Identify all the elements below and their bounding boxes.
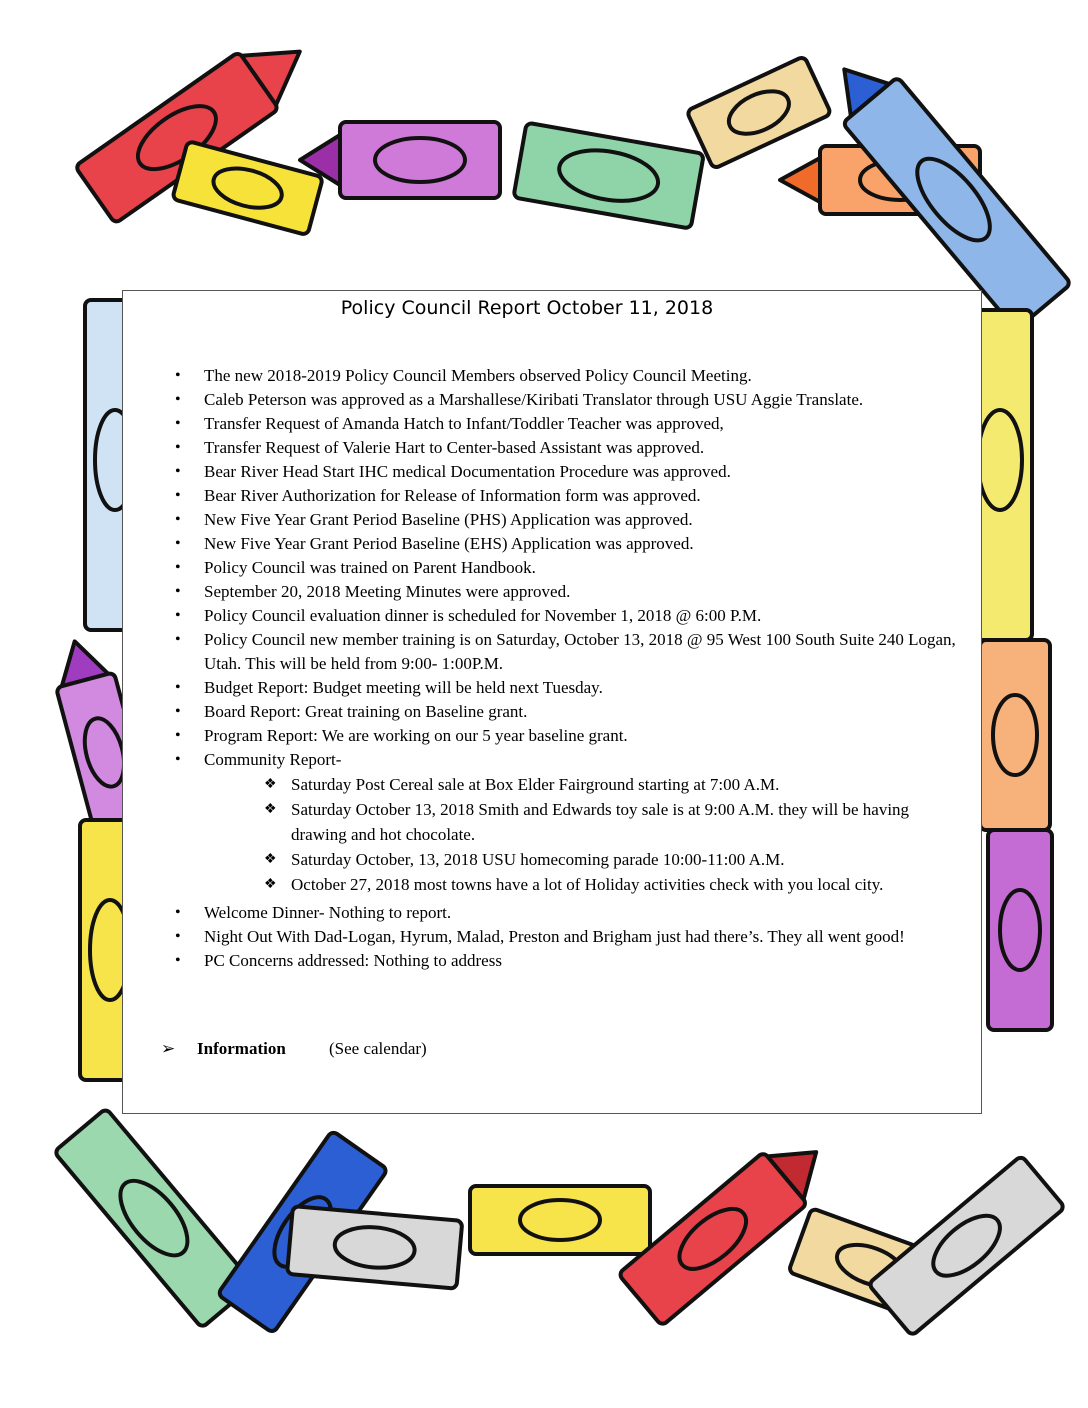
- crayon-purple2-icon: [988, 830, 1052, 1030]
- list-item: • September 20, 2018 Meeting Minutes were approved.: [177, 580, 963, 604]
- page-title: Policy Council Report October 11, 2018: [340, 297, 714, 319]
- list-item: • Caleb Peterson was approved as a Marshallese/Kiribati Translator through USU Aggie Translate.: [177, 388, 963, 412]
- list-item: • New Five Year Grant Period Baseline (EHS) Application was approved.: [177, 532, 963, 556]
- crayon-green-icon: [513, 123, 703, 229]
- list-item: • Policy Council evaluation dinner is scheduled for November 1, 2018 @ 6:00 P.M.: [177, 604, 963, 628]
- list-item: • Transfer Request of Valerie Hart to Center-based Assistant was approved.: [177, 436, 963, 460]
- list-item: • The new 2018-2019 Policy Council Members observed Policy Council Meeting.: [177, 364, 963, 388]
- crayon-yellow-icon: [172, 141, 323, 235]
- crayon-gray-icon: [287, 1206, 462, 1289]
- list-item: • Policy Council new member training is on Saturday, October 13, 2018 @ 95 West 100 South Suite 240 Logan, Utah. This will be held from 9:00- 1:00P.M.: [177, 628, 963, 676]
- list-item: • Welcome Dinner- Nothing to report.: [177, 901, 963, 925]
- sub-list-item: ❖ October 27, 2018 most towns have a lot of Holiday activities check with you local city.: [264, 872, 963, 897]
- report-panel: [122, 290, 982, 1114]
- list-item: • New Five Year Grant Period Baseline (PHS) Application was approved.: [177, 508, 963, 532]
- list-item: • Program Report: We are working on our 5 year baseline grant.: [177, 724, 963, 748]
- list-item: • Bear River Authorization for Release of Information form was approved.: [177, 484, 963, 508]
- list-item: • Board Report: Great training on Baseline grant.: [177, 700, 963, 724]
- information-line: [161, 1039, 427, 1059]
- report-list: [177, 364, 963, 973]
- arrow-icon: ➢: [161, 1039, 176, 1058]
- sub-list-item: ❖ Saturday October, 13, 2018 USU homecoming parade 10:00-11:00 A.M.: [264, 847, 963, 872]
- list-item: • Budget Report: Budget meeting will be held next Tuesday.: [177, 676, 963, 700]
- list-item: • PC Concerns addressed: Nothing to address: [177, 949, 963, 973]
- information-label: Information: [197, 1039, 286, 1058]
- sub-list-item: ❖ Saturday October 13, 2018 Smith and Edwards toy sale is at 9:00 A.M. they will be having drawing and hot chocolate.: [264, 797, 963, 847]
- list-item: • Bear River Head Start IHC medical Documentation Procedure was approved.: [177, 460, 963, 484]
- sub-list-item: ❖ Saturday Post Cereal sale at Box Elder Fairground starting at 7:00 A.M.: [264, 772, 963, 797]
- list-item: • Transfer Request of Amanda Hatch to Infant/Toddler Teacher was approved,: [177, 412, 963, 436]
- crayon-purple-icon: [300, 122, 500, 198]
- community-sublist: [204, 772, 963, 897]
- information-text: (See calendar): [329, 1039, 427, 1058]
- list-item: • Policy Council was trained on Parent Handbook.: [177, 556, 963, 580]
- list-item: • Night Out With Dad-Logan, Hyrum, Malad, Preston and Brigham just had there’s. They all went good!: [177, 925, 963, 949]
- crayon-yellow4-icon: [470, 1186, 650, 1254]
- community-report-heading: Community Report-: [204, 750, 342, 769]
- list-item-community: [177, 748, 963, 897]
- crayon-peach-icon: [980, 640, 1050, 830]
- crayon-tan-icon: [686, 56, 831, 169]
